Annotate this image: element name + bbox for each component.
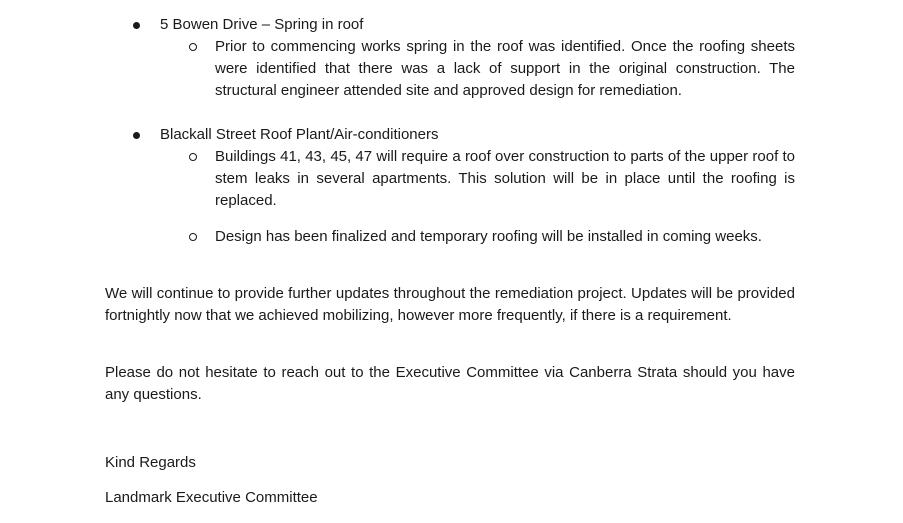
closing-line: Kind Regards [105, 454, 196, 471]
sub-item-design-finalized: Design has been finalized and temporary roofing will be installed in coming weeks. [215, 228, 762, 245]
bullet-marker [133, 22, 140, 29]
sub-item-roof-over-construction: Buildings 41, 43, 45, 47 will require a roof over construction to parts of the upper roof to stem leaks in several apartments. This solution will be in place until the roofing is replaced. [215, 148, 795, 209]
bullet-item-blackall-street: Blackall Street Roof Plant/Air-conditioners [160, 126, 439, 143]
sub-item-spring-in-roof: Prior to commencing works spring in the roof was identified. Once the roofing sheets were identified that there was a lack of support in the original construction. The structural engineer attended site and approved design for remediation. [215, 38, 795, 99]
bullet-item-bowen-drive: 5 Bowen Drive – Spring in roof [160, 16, 364, 33]
sub-bullet-marker [189, 43, 197, 51]
paragraph-updates: We will continue to provide further updates throughout the remediation project. Updates will be provided fortnightly now that we achieved mobilizing, however more frequently, if there is a requirement. [105, 285, 795, 324]
sub-bullet-marker [189, 153, 197, 161]
signature-line: Landmark Executive Committee [105, 489, 318, 506]
sub-bullet-marker [189, 233, 197, 241]
bullet-marker [133, 132, 140, 139]
paragraph-contact: Please do not hesitate to reach out to the Executive Committee via Canberra Strata should you have any questions. [105, 364, 795, 403]
